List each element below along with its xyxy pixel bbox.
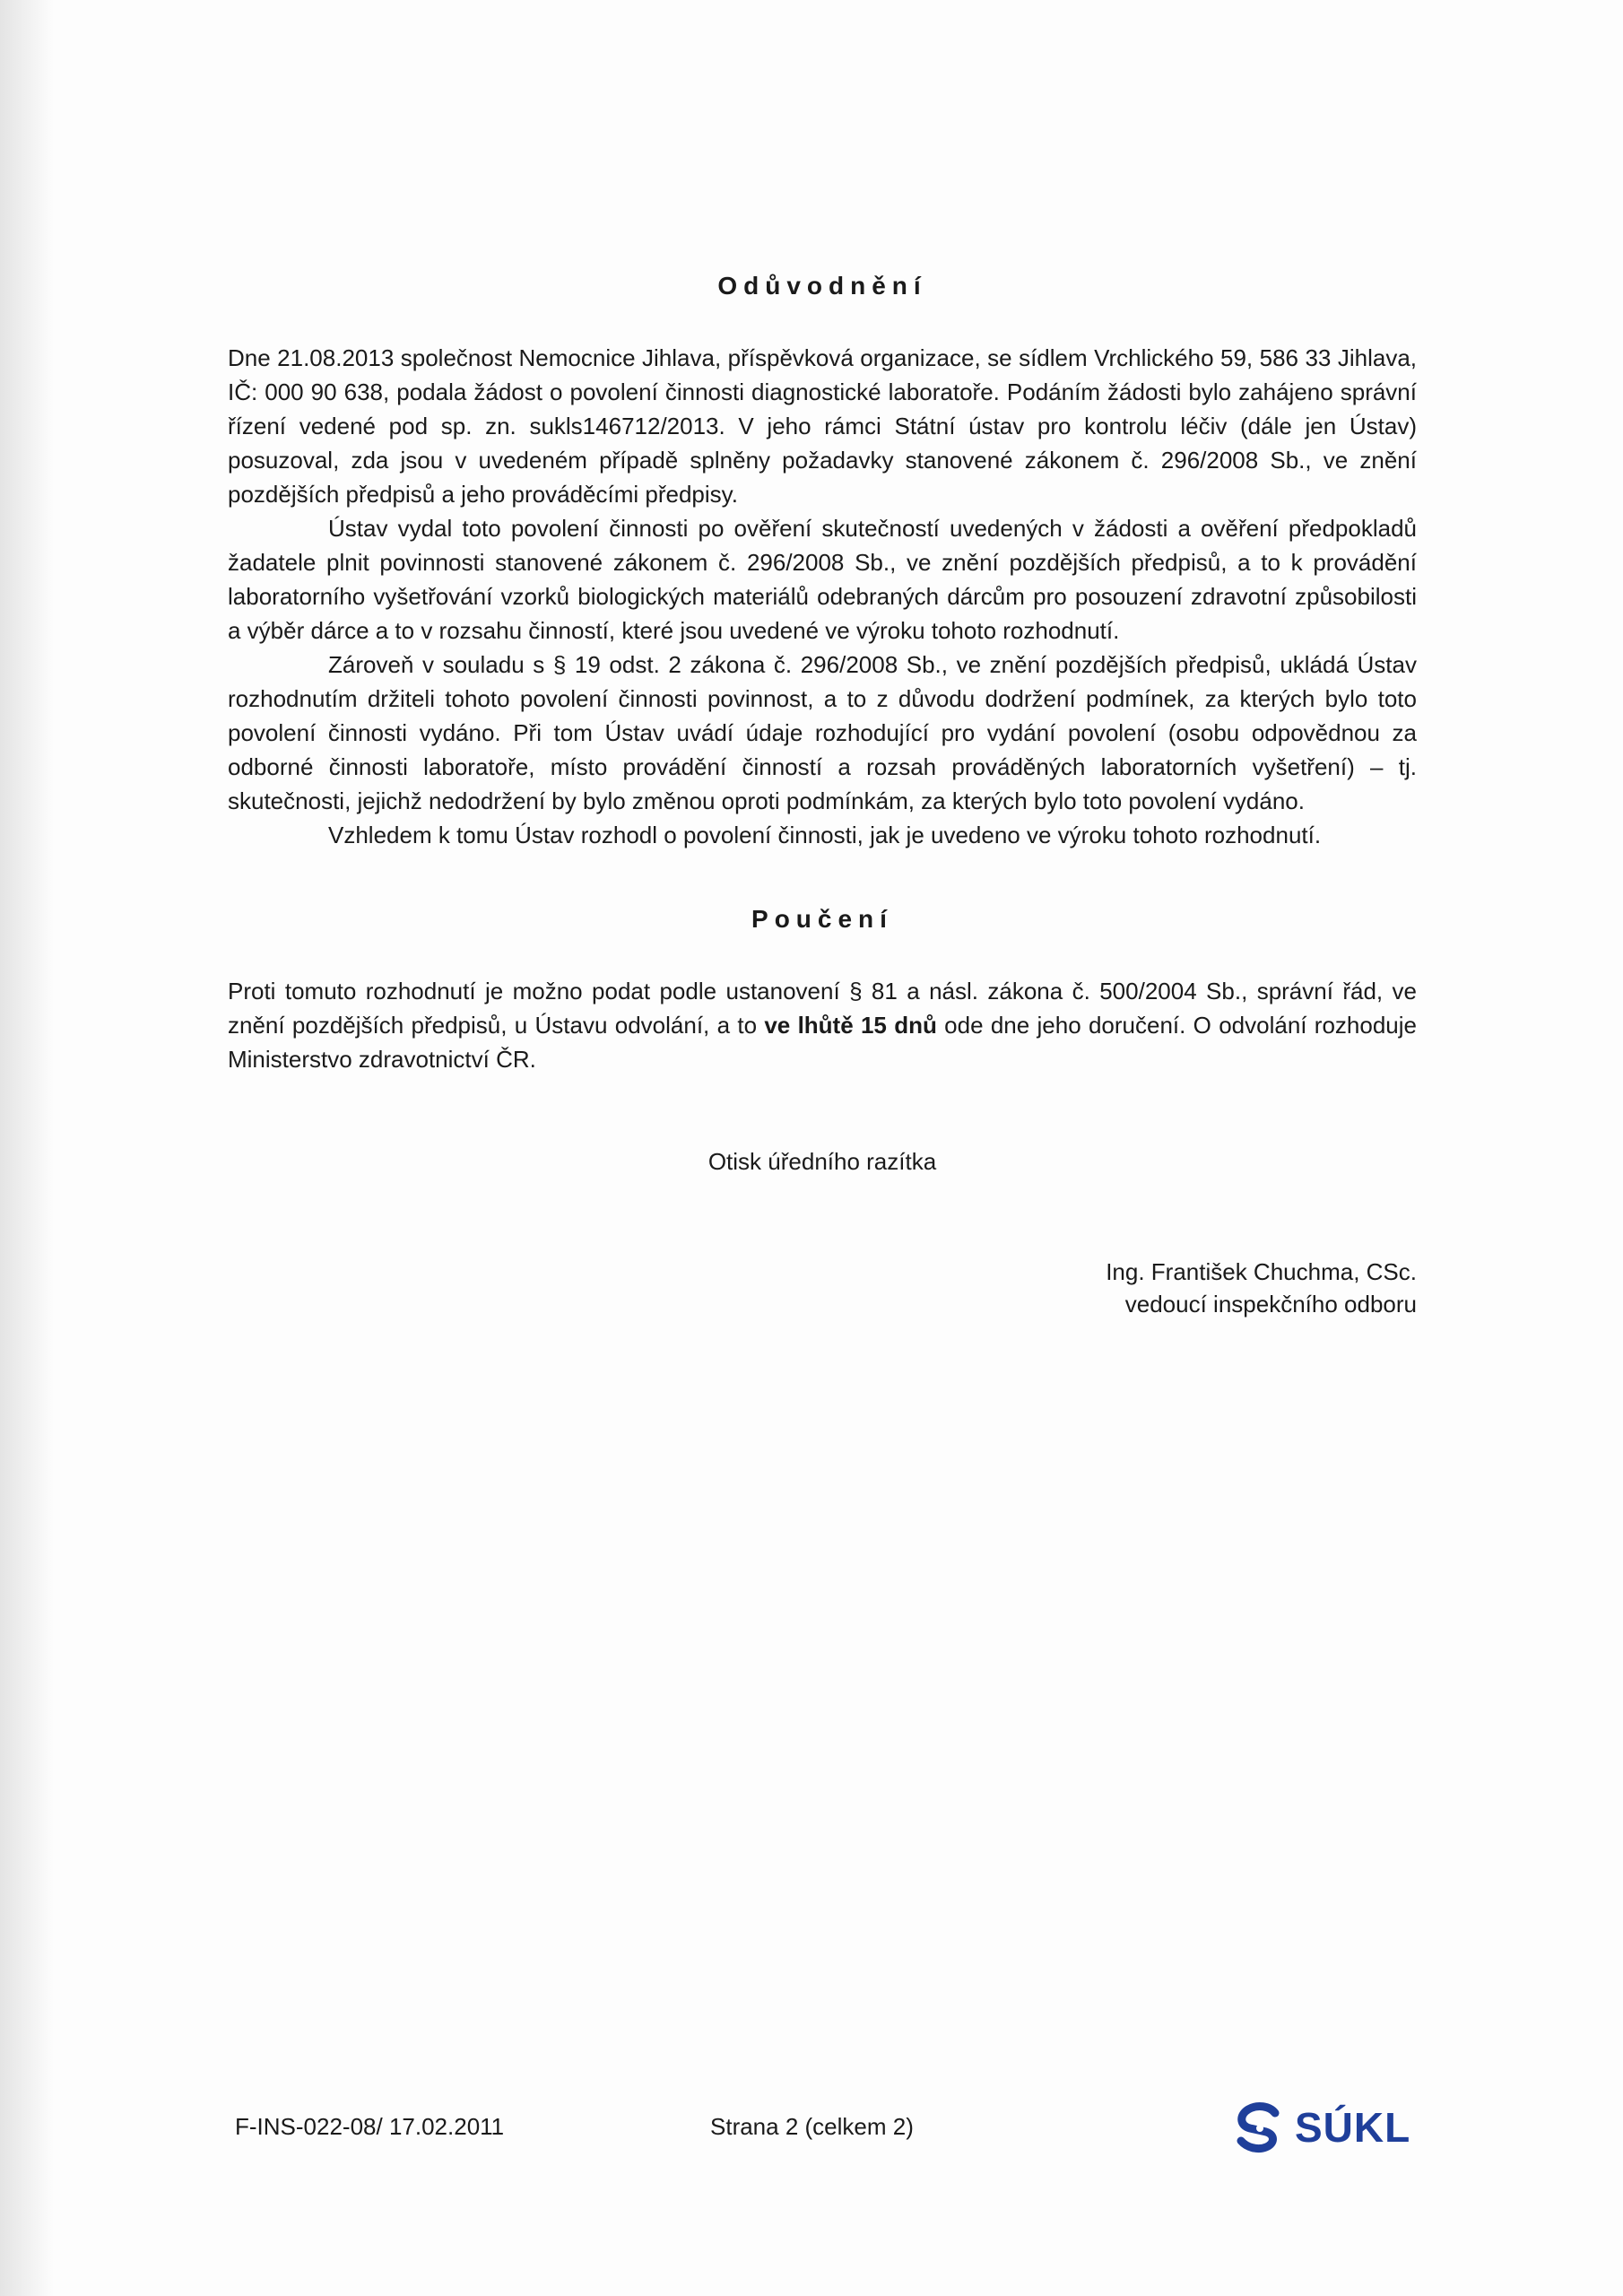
page-number: Strana 2 (celkem 2) [710, 2113, 914, 2140]
oduvodneni-paragraph-2: Ústav vydal toto povolení činnosti po ověření skutečností uvedených v žádosti a ověření předpokladů žadatele plnit povinnosti stanovené zákonem č. 296/2008 Sb., ve znění pozdějších předpisů, a to k provádění laboratorního vyšetřování vzorků biologických materiálů odebraných dárcům pro posouzení zdravotní způsobilosti a výběr dárce a to v rozsahu činností, které jsou uvedené ve výroku tohoto rozhodnutí. [228, 515, 1417, 644]
pouceni-text-after: ode dne jeho doručení. O odvolání rozhoduje Ministerstvo zdravotnictví ČR. [228, 1012, 1418, 1073]
signature-block [228, 1256, 1417, 1320]
oduvodneni-heading: Odůvodnění [717, 272, 927, 300]
pouceni-heading: Poučení [751, 905, 893, 933]
oduvodneni-paragraph-3: Zároveň v souladu s § 19 odst. 2 zákona č. 296/2008 Sb., ve znění pozdějších předpisů, ukládá Ústav rozhodnutím držiteli tohoto povolení činnosti povinnost, a to z důvodu dodržení podmínek, za kterých bylo toto povolení činnosti vydáno. Při tom Ústav uvádí údaje rozhodující pro vydání povolení (osobu odpovědnou za odborné činnosti laboratoře, místo provádění činností a rozsah prováděných laboratorních vyšetření) – tj. skutečnosti, jejichž nedodržení by bylo změnou oproti podmínkám, za kterých bylo toto povolení vydáno. [228, 651, 1417, 814]
stamp-placeholder: Otisk úředního razítka [707, 1148, 937, 1175]
oduvodneni-paragraph-4: Vzhledem k tomu Ústav rozhodl o povolení činnosti, jak je uvedeno ve výroku tohoto rozhodnutí. [328, 822, 1322, 848]
signatory-role: vedoucí inspekčního odboru [1124, 1291, 1417, 1318]
signatory-name: Ing. František Chuchma, CSc. [1106, 1258, 1417, 1285]
page-footer [235, 2100, 1428, 2154]
oduvodneni-paragraph-1: Dne 21.08.2013 společnost Nemocnice Jihlava, příspěvková organizace, se sídlem Vrchlického 59, 586 33 Jihlava, IČ: 000 90 638, podala žádost o povolení činnosti diagnostické laboratoře. Podáním žádosti bylo zahájeno správní řízení vedené pod sp. zn. sukls146712/2013. V jeho rámci Státní ústav pro kontrolu léčiv (dále jen Ústav) posuzoval, zda jsou v uvedeném případě splněny požadavky stanovené zákonem č. 296/2008 Sb., ve znění pozdějších předpisů a jeho prováděcími předpisy. [228, 344, 1417, 508]
pouceni-text-before: Proti tomuto rozhodnutí je možno podat podle ustanovení § 81 a násl. zákona č. 500/2004 Sb., správní řád, ve znění pozdějších předpisů, u Ústavu odvolání, a to [228, 978, 1417, 1039]
document-code: F-INS-022-08/ 17.02.2011 [235, 2113, 505, 2140]
sukl-logo-text: SÚKL [1295, 2104, 1411, 2151]
scan-edge-shadow [0, 0, 54, 2296]
pouceni-paragraph [228, 974, 1417, 1076]
sukl-logo [1230, 2100, 1410, 2154]
pouceni-deadline: ve lhůtě 15 dnů [764, 1012, 937, 1039]
sukl-logo-icon [1230, 2100, 1289, 2154]
document-body [228, 269, 1417, 1320]
